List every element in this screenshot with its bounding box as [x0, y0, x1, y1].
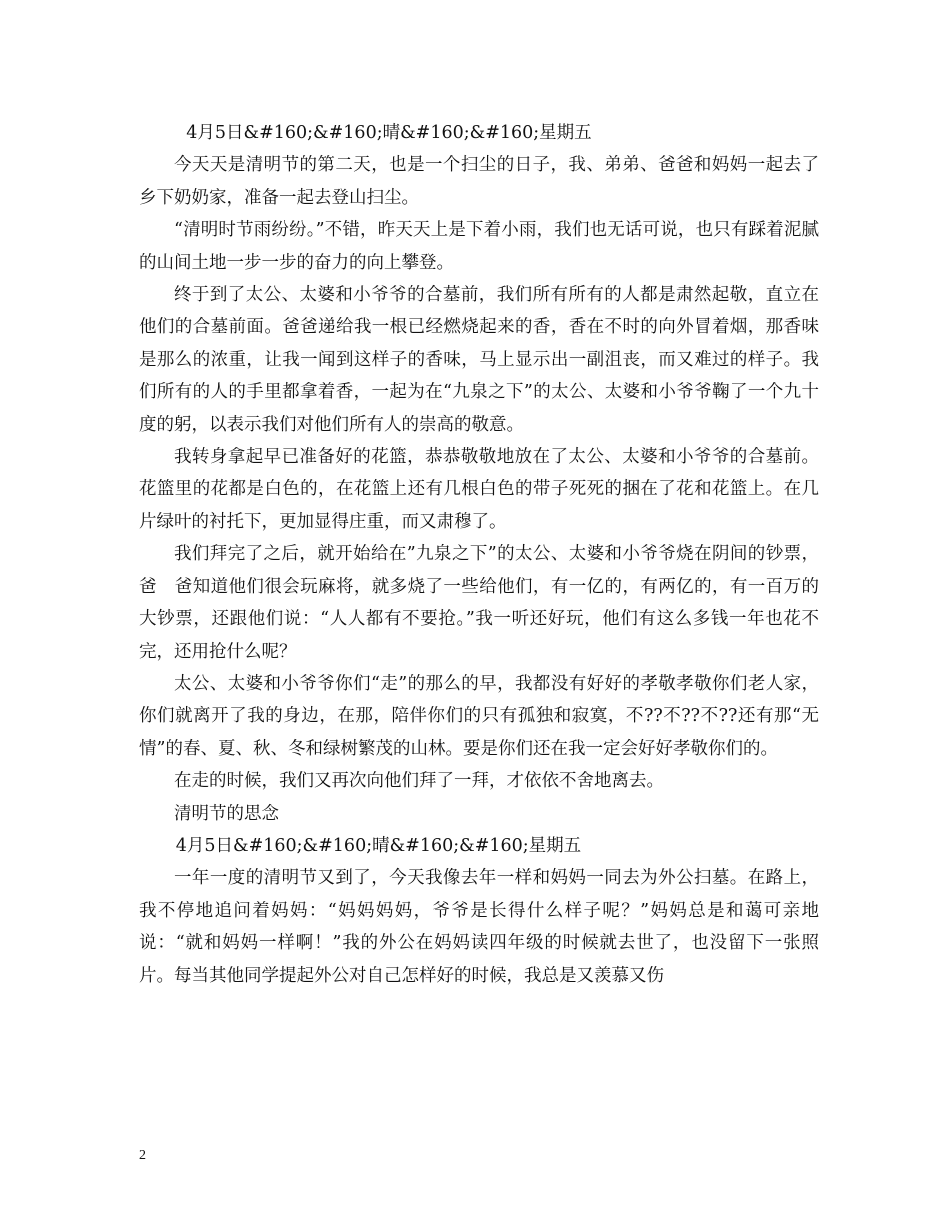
paragraph: 终于到了太公、太婆和小爷爷的合墓前，我们所有所有的人都是肃然起敬，直立在他们的合墓前面。爸爸递给我一根已经燃烧起来的香，香在不时的向外冒着烟，那香味是那么的浓重，让我一闻到这样子的香味，马上显示出一副沮丧，而又难过的样子。我们所有的人的手里都拿着香，一起为在“九泉之下”的太公、太婆和小爷爷鞠了一个九十度的躬，以表示我们对他们所有人的崇高的敬意。	[139, 285, 819, 435]
diary-date-line: 4月5日&#160;&#160;晴&#160;&#160;星期五	[175, 835, 582, 856]
page-number: 2	[139, 1148, 146, 1163]
paragraph: 今天天是清明节的第二天，也是一个扫尘的日子，我、弟弟、爸爸和妈妈一起去了乡下奶奶家，准备一起去登山扫尘。	[139, 155, 819, 208]
paragraph: 一年一度的清明节又到了，今天我像去年一样和妈妈一同去为外公扫墓。在路上，我不停地追问着妈妈：“妈妈妈妈，爷爷是长得什么样子呢？”妈妈总是和蔼可亲地说：“就和妈妈一样啊！”我的外公在妈妈读四年级的时候就去世了，也没留下一张照片。每当其他同学提起外公对自己怎样好的时候，我总是又羡慕又伤	[139, 868, 819, 986]
document-body	[139, 117, 819, 992]
paragraph: “清明时节雨纷纷。”不错，昨天天上是下着小雨，我们也无话可说，也只有踩着泥腻的山间土地一步一步的奋力的向上攀登。	[139, 220, 819, 273]
paragraph: 我转身拿起早已准备好的花篮，恭恭敬敬地放在了太公、太婆和小爷爷的合墓前。花篮里的花都是白色的，在花篮上还有几根白色的带子死死的捆在了花和花篮上。在几片绿叶的衬托下，更加显得庄重，而又肃穆了。	[139, 447, 819, 532]
diary-date-line: 4月5日&#160;&#160;晴&#160;&#160;星期五	[186, 123, 592, 143]
paragraph: 太公、太婆和小爷爷你们“走”的那么的早，我都没有好好的孝敬孝敬你们老人家，你们就离开了我的身边，在那，陪伴你们的只有孤独和寂寞，不??不??不??还有那“无情”的春、夏、秋、冬和绿树繁茂的山林。要是你们还在我一定会好好孝敬你们的。	[139, 673, 819, 759]
essay-title: 清明节的思念	[174, 803, 279, 824]
paragraph: 在走的时候，我们又再次向他们拜了一拜，才依依不舍地离去。	[174, 771, 664, 792]
paragraph: 我们拜完了之后，就开始给在”九泉之下”的太公、太婆和小爷爷烧在阴间的钞票，爸 爸知道他们很会玩麻将，就多烧了一些给他们，有一亿的，有两亿的，有一百万的大钞票，还跟他们说：“人人都有不要抢。”我一听还好玩，他们有这么多钱一年也花不完，还用抢什么呢？	[139, 544, 819, 662]
